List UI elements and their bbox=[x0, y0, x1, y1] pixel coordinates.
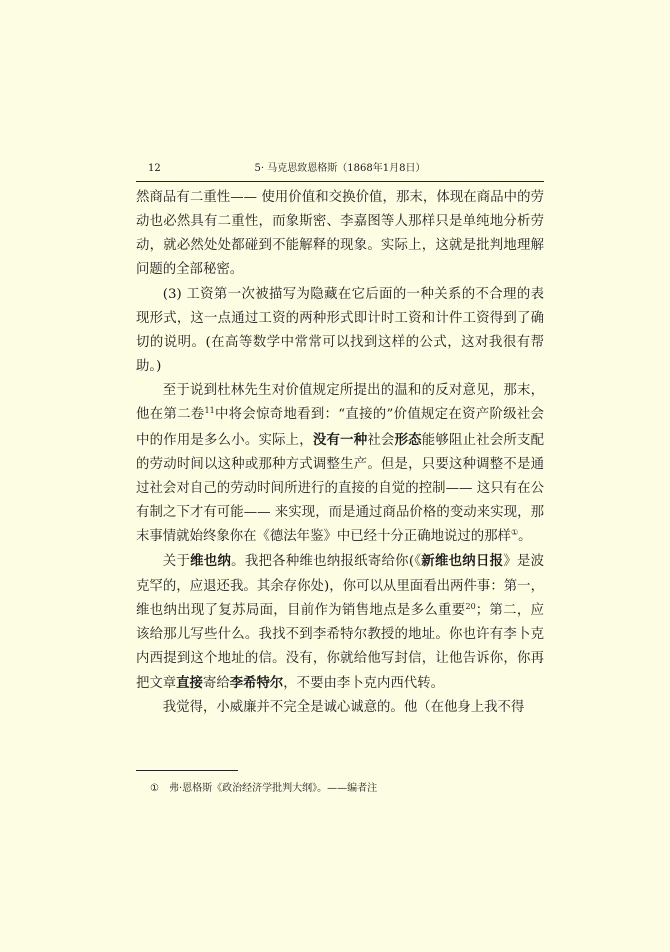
text-run: (3) 工资第一次被描写为隐藏在它后面的一种关系的不合理的表现形式，这一点通过工资的两种形式即计时工资和计件工资得到了确切的说明。(在高等数学中常常可以找到这样的公式，这对我很有帮助。) bbox=[136, 286, 544, 375]
text-run: 寄给 bbox=[202, 676, 230, 692]
text-run: 社会 bbox=[367, 432, 395, 448]
text-run: ；第二，应该给那儿写些什么。我找不到李希特尔教授的地址。你也许有李卜克内西提到这个地址的信。没有，你就给他写封信，让他告诉你，你再把文章 bbox=[136, 602, 545, 692]
text-run: 然商品有二重性—— 使用价值和交换价值，那末，体现在商品中的劳动也必然具有二重性，而象斯密、李嘉图等人那样只是单纯地分析劳动，就必然处处都碰到不能解释的现象。实际上，这就是批判地理解问题的全部秘密。 bbox=[136, 190, 544, 278]
paragraph bbox=[136, 696, 544, 720]
note-reference: 20 bbox=[465, 601, 476, 611]
text-run: 。我把各种维也纳报纸寄给你(《 bbox=[231, 554, 422, 570]
note-reference: 11 bbox=[204, 406, 215, 416]
header-rule bbox=[136, 181, 544, 182]
body-text bbox=[136, 186, 544, 720]
emphasized-text: 形态 bbox=[394, 431, 422, 448]
text-run: 》是波克罕的，应退还我。其余存你处)，你可以从里面看出两件事：第一，维也纳出现了复苏局面，目前作为销售地点是多么重要 bbox=[136, 554, 545, 618]
emphasized-text: 李希特尔 bbox=[229, 675, 284, 692]
page-number: 12 bbox=[148, 163, 161, 174]
footnote-rule bbox=[136, 770, 238, 771]
emphasized-text: 直接 bbox=[176, 675, 203, 692]
footnote-text: 弗·恩格斯《政治经济学批判大纲》。——编者注 bbox=[168, 783, 378, 794]
text-run: 。 bbox=[518, 529, 532, 545]
emphasized-text: 维也纳 bbox=[190, 553, 232, 570]
emphasized-text: 没有一种 bbox=[312, 431, 368, 448]
text-run: 至于说到杜林先生对价值规定所提出的温和的反对意见，那末，他在第二卷 bbox=[136, 383, 544, 423]
footnote bbox=[150, 780, 530, 798]
text-run: 能够阻止社会所支配的劳动时间以这种或那种方式调整生产。但是，只要这种调整不是通过社会对自己的劳动时间所进行的直接的自觉的控制—— 这只有在公有制之下才有可能—— 来实现，而是通过商品价格的变动来实现，那末事情就始终象你在《德法年鉴》中已经十分正确地说过的那样 bbox=[136, 432, 545, 545]
text-run: 中将会惊奇地看到：“直接的”价值规定在资产阶级社会中的作用是多么小。实际上， bbox=[136, 407, 544, 448]
footnote-mark: ① bbox=[150, 783, 159, 794]
running-head-title: 5· 马克思致恩格斯（1868年1月8日） bbox=[254, 163, 426, 174]
paragraph bbox=[136, 283, 544, 380]
text-run: ，不要由李卜克内西代转。 bbox=[283, 676, 444, 692]
paragraph bbox=[136, 379, 544, 549]
running-head bbox=[136, 160, 544, 178]
emphasized-text: 新维也纳日报 bbox=[421, 553, 504, 570]
paragraph bbox=[136, 186, 544, 283]
text-run: 我觉得，小威廉并不完全是诚心诚意的。他（在他身上我不得 bbox=[162, 700, 525, 716]
text-run: 关于 bbox=[162, 554, 191, 570]
paragraph bbox=[136, 549, 544, 696]
note-reference: ① bbox=[510, 528, 519, 538]
